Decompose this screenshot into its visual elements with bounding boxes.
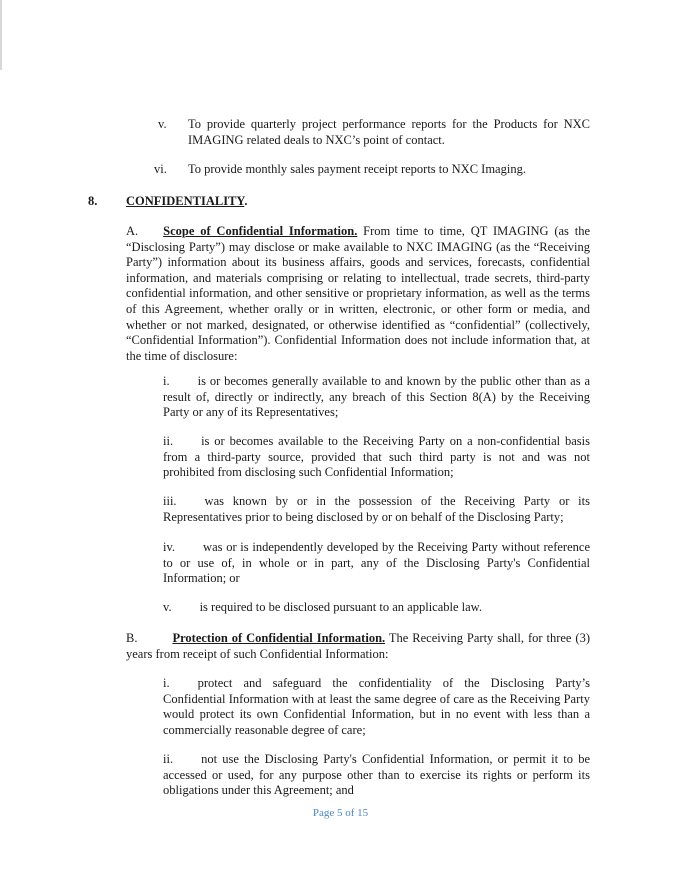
list-item: ii. not use the Disclosing Party's Confidential Information, or permit it to be accessed or used, for any purpose other than to exercise its rights or perform its obligations under this Agreement; and (163, 752, 590, 798)
part-heading: Protection of Confidential Information. (172, 631, 386, 645)
list-item: iii. was known by or in the possession of the Receiving Party or its Representatives prior to being disclosed by or on behalf of the Disclosing Party; (163, 494, 590, 524)
section-number: 8. (88, 194, 98, 208)
list-item-text: To provide monthly sales payment receipt reports to NXC Imaging. (188, 162, 526, 176)
part-body: From time to time, QT IMAGING (as the “Disclosing Party”) may disclose or make available to NXC IMAGING (as the “Receiving Party”) information about its business affairs, goods and services, forecasts, confidential information, and materials comprising or relating to intellectual, trade secrets, third-party confidential information, and other sensitive or proprietary information, as well as the terms of this Agreement, whether orally or in written, electronic, or other form or media, and whether or not marked, designated, or otherwise identified as “confidential” (collectively, “Confidential Information”). Confidential Information does not include information that, at the time of disclosure: (126, 224, 590, 363)
section-title: CONFIDENTIALITY. (126, 194, 248, 208)
part-label: B. (126, 631, 138, 645)
list-item: v. is required to be disclosed pursuant to an applicable law. (163, 600, 483, 614)
list-item: i. is or becomes generally available to and known by the public other than as a result of, directly or indirectly, any breach of this Section 8(A) by the Receiving Party or any of its Representatives; (163, 374, 590, 420)
paragraph-protection (126, 631, 590, 662)
list-item: i. protect and safeguard the confidentiality of the Disclosing Party’s Confidential Information with at least the same degree of care as the Receiving Party would protect its own Confidential Information, but in no event with less than a commercially reasonable degree of care; (163, 676, 590, 737)
list-item: iv. was or is independently developed by the Receiving Party without reference to or use of, in whole or in part, any of the Disclosing Party's Confidential Information; or (163, 540, 590, 586)
list-item-text: To provide quarterly project performance reports for the Products for NXC IMAGING related deals to NXC’s point of contact. (188, 117, 590, 147)
scan-edge-mark (0, 0, 2, 70)
part-body: The Receiving Party shall, for three (3) years from receipt of such Confidential Information: (126, 631, 590, 661)
list-item-number: vi. (154, 162, 167, 176)
page-number: Page 5 of 15 (312, 807, 369, 819)
paragraph-scope (126, 224, 590, 364)
part-label: A. (126, 224, 139, 238)
part-heading: Scope of Confidential Information. (163, 224, 358, 238)
list-item: ii. is or becomes available to the Receiving Party on a non-confidential basis from a third-party source, provided that such third party is not and was not prohibited from disclosing such Confidential Information; (163, 434, 590, 480)
list-item-number: v. (158, 117, 167, 131)
